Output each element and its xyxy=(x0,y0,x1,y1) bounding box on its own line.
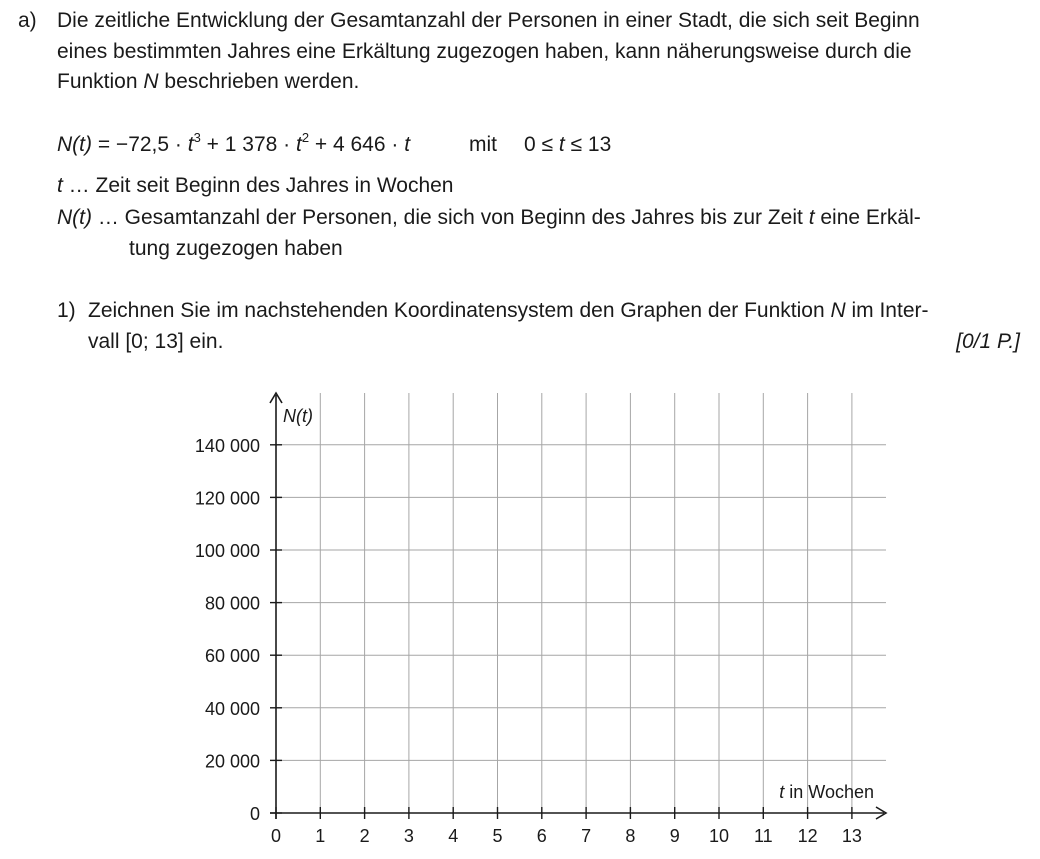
x-axis-label: t in Wochen xyxy=(779,782,874,802)
x-tick-label: 8 xyxy=(625,826,636,846)
y-tick-label: 80 000 xyxy=(204,593,260,614)
x-tick-label: 1 xyxy=(315,826,326,846)
intro-line-1: Die zeitliche Entwicklung der Gesamtanzahl der Personen in einer Stadt, die sich seit Beginn xyxy=(57,9,920,32)
x-tick-label: 6 xyxy=(536,826,547,846)
points-badge: [0/1 P.] xyxy=(956,330,1020,353)
x-tick-label: 0 xyxy=(270,826,282,846)
y-tick-label: 60 000 xyxy=(204,646,260,667)
y-axis-label: N(t) xyxy=(283,406,313,426)
x-tick-label: 5 xyxy=(492,826,503,846)
legend-n-cont: tung zugezogen haben xyxy=(129,237,343,260)
task-label: a) xyxy=(18,9,37,32)
subtask-line-2: vall [0; 13] ein. xyxy=(88,330,224,353)
legend-n: N(t) … Gesamtanzahl der Personen, die sich von Beginn des Jahres bis zur Zeit t eine Erkäl- xyxy=(57,206,921,229)
x-tick-label: 11 xyxy=(753,826,773,846)
x-tick-label: 12 xyxy=(797,826,818,846)
x-tick-label: 7 xyxy=(581,826,592,846)
x-tick-label: 4 xyxy=(448,826,459,846)
formula-domain: 0 ≤ t ≤ 13 xyxy=(524,133,612,156)
y-tick-label: 100 000 xyxy=(194,541,260,561)
x-tick-label: 10 xyxy=(708,826,730,846)
intro-line-2: eines bestimmten Jahres eine Erkältung zugezogen haben, kann näherungsweise durch die xyxy=(57,40,912,63)
x-tick-label: 9 xyxy=(669,826,680,846)
x-tick-label: 3 xyxy=(403,826,414,846)
x-tick-label: 2 xyxy=(359,826,370,846)
x-tick-label: 13 xyxy=(841,826,862,846)
y-tick-label: 0 xyxy=(249,804,260,824)
function-formula: $N(t) = -72,5 \cdot t^3 + 1$ $378 \cdot t^2 + 4$ 646 · t xyxy=(57,130,411,156)
y-tick-label: 140 000 xyxy=(194,435,260,456)
y-tick-label: 20 000 xyxy=(204,751,260,772)
y-tick-label: 40 000 xyxy=(204,698,260,719)
subtask-line-1: Zeichnen Sie im nachstehenden Koordinatensystem den Graphen der Funktion N im Inter- xyxy=(88,299,929,322)
intro-line-3: Funktion N beschrieben werden. xyxy=(57,70,360,93)
y-tick-label: 120 000 xyxy=(194,488,260,509)
legend-t: t … Zeit seit Beginn des Jahres in Wochen xyxy=(57,174,454,197)
formula-mit: mit xyxy=(469,133,497,156)
subtask-number: 1) xyxy=(57,299,76,322)
